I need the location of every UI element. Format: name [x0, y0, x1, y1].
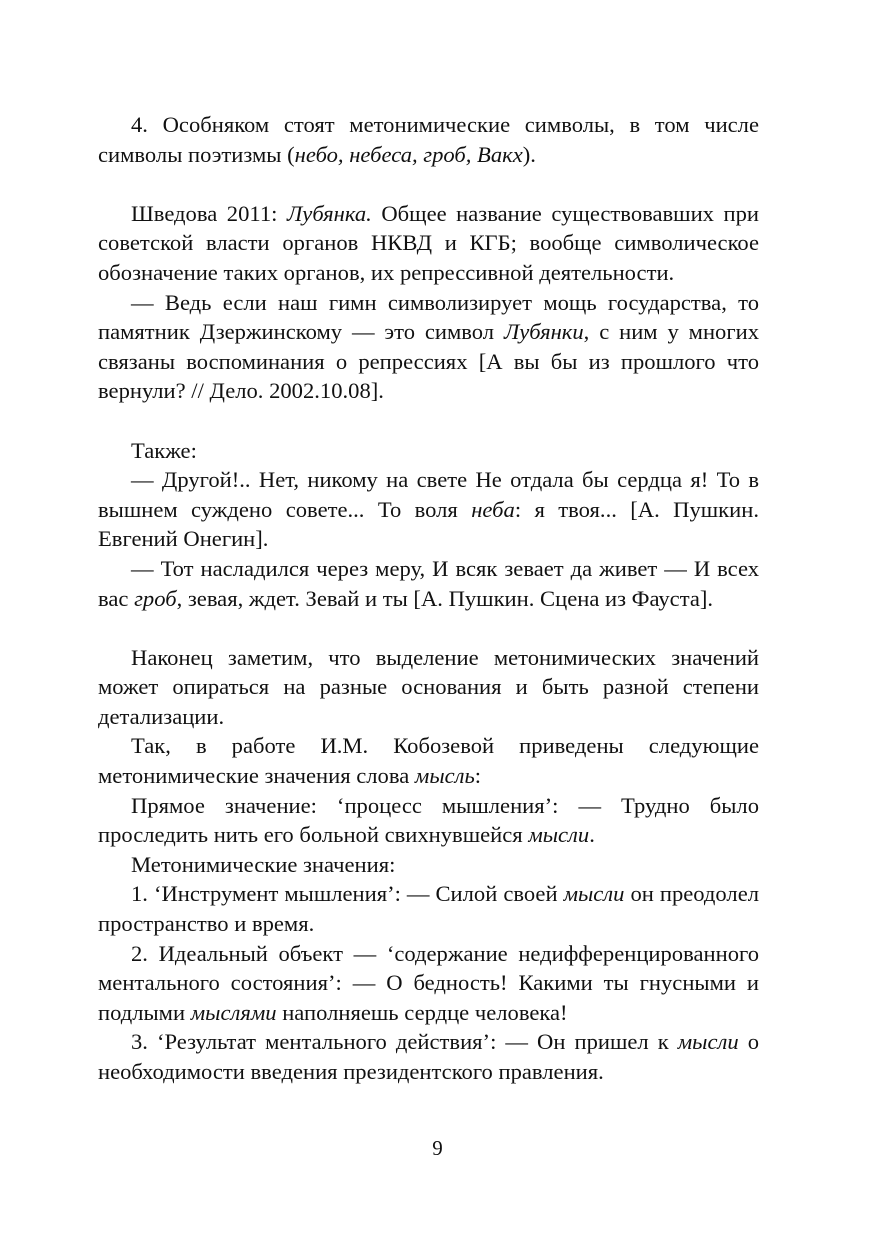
- page-number: 9: [432, 1136, 443, 1160]
- paragraph: [98, 288, 759, 406]
- text-run: , зевая, ждет. Зевай и ты [А. Пушкин. Сцена из Фауста].: [176, 585, 714, 611]
- paragraph-gap: [98, 613, 759, 643]
- paragraph: [98, 1027, 759, 1086]
- text-run: он преодолел пространство и время.: [98, 881, 759, 937]
- text-run: Метонимические значения:: [131, 851, 396, 877]
- paragraph: [98, 791, 759, 850]
- text-run: о необходимости введения президентского правления.: [98, 1029, 759, 1084]
- text-run: :: [474, 763, 482, 789]
- italic-term: неба: [471, 496, 515, 522]
- text-run: 2. Идеальный объект — ‘содержание недифференцированного ментального состояния’: — О бедность! Какими ты гнусными и подлыми: [98, 940, 759, 1025]
- text-run: — Тот насладился через меру, И всяк зевает да живет — И всех вас: [98, 555, 759, 611]
- italic-term: Лубянка.: [287, 200, 372, 226]
- text-run: 3. ‘Результат ментального действия’: — Он пришел к: [131, 1029, 678, 1055]
- paragraph: [98, 879, 759, 938]
- italic-term: мысли: [563, 881, 625, 907]
- paragraph-gap: [98, 406, 759, 436]
- text-run: 1. ‘Инструмент мышления’: — Силой своей: [131, 881, 564, 907]
- text-run: , с ним у многих связаны воспоминания о репрессиях [А вы бы из прошлого что вернули? // Дело. 2002.10.08].: [98, 319, 759, 404]
- page-body-text: [98, 110, 759, 1087]
- paragraph-gap: [98, 169, 759, 199]
- paragraph: [98, 643, 759, 732]
- text-run: Шведова 2011:: [131, 200, 287, 226]
- italic-term: небо, небеса, гроб, Вакх: [294, 141, 523, 167]
- paragraph: [98, 554, 759, 613]
- text-run: — Ведь если наш гимн символизирует мощь государства, то памятник Дзержинскому — это символ: [98, 289, 759, 345]
- text-run: ).: [522, 141, 536, 167]
- italic-term: мысли: [677, 1029, 739, 1055]
- paragraph: [98, 110, 759, 169]
- paragraph: [98, 199, 759, 288]
- text-run: Так, в работе И.М. Кобозевой приведены следующие метонимические значения слова: [98, 733, 759, 789]
- text-run: Прямое значение: ‘процесс мышления’: — Трудно было проследить нить его больной свихнувшейся: [98, 792, 759, 848]
- text-run: : я твоя... [А. Пушкин. Евгений Онегин].: [98, 496, 759, 552]
- text-run: наполняешь сердце человека!: [276, 999, 568, 1025]
- paragraph: [98, 850, 759, 880]
- text-run: .: [589, 822, 595, 848]
- paragraph: [98, 436, 759, 466]
- paragraph: [98, 731, 759, 790]
- italic-term: мысль: [414, 763, 475, 789]
- paragraph: [98, 939, 759, 1028]
- paragraph: [98, 465, 759, 554]
- text-run: Наконец заметим, что выделение метонимических значений может опираться на разные основания и быть разной степени детализации.: [98, 644, 759, 729]
- text-run: 4. Особняком стоят метонимические символы, в том числе символы поэтизмы (: [98, 112, 759, 167]
- text-run: — Другой!.. Нет, никому на свете Не отдала бы сердца я! То в вышнем суждено совете... То воля: [98, 467, 759, 522]
- italic-term: гроб: [134, 585, 177, 611]
- text-run: Также:: [131, 437, 197, 463]
- italic-term: мыслями: [190, 999, 277, 1025]
- italic-term: Лубянки: [503, 319, 584, 345]
- text-run: Общее название существовавших при советской власти органов НКВД и КГБ; вообще символическое обозначение таких органов, их репрессивной деятельности.: [98, 200, 760, 285]
- italic-term: мысли: [528, 822, 590, 848]
